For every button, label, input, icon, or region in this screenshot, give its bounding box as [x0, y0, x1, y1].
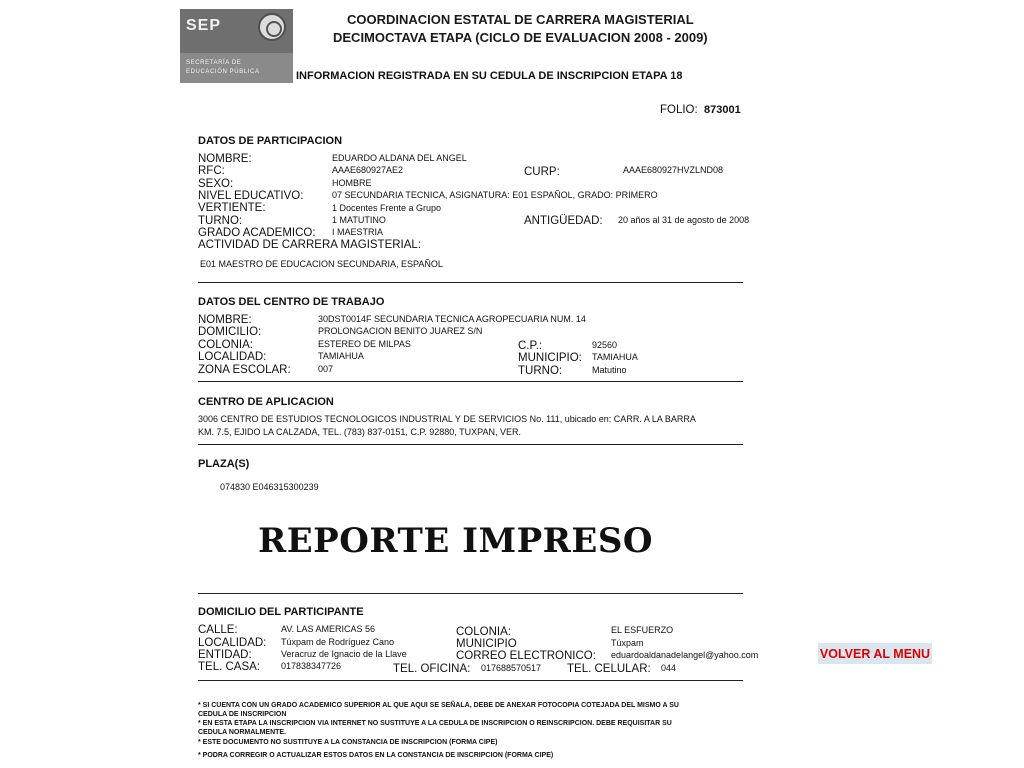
value-antiguedad: 20 años al 31 de agosto de 2008 [618, 215, 750, 225]
divider-3 [198, 444, 743, 445]
label-entidad: ENTIDAD: [198, 649, 252, 661]
value-vertiente: 1 Docentes Frente a Grupo [332, 203, 442, 213]
doc-title-2: DECIMOCTAVA ETAPA (CICLO DE EVALUACION 2008 - 2009) [333, 30, 708, 45]
label-curp: CURP: [524, 166, 560, 178]
value-telcasa: 017838347726 [281, 661, 342, 671]
note-3: * ESTE DOCUMENTO NO SUSTITUYE A LA CONSTANCIA DE INSCRIPCION (FORMA CIPE) [198, 739, 498, 746]
note-2a: * EN ESTA ETAPA LA INSCRIPCION VIA INTERNET NO SUSTITUYE A LA CEDULA DE INSCRIPCION O REINSCRIPCION. DEBE REQUISITAR SU [198, 720, 672, 727]
divider-1 [198, 282, 743, 283]
value-plazas: 074830 E046315300239 [220, 482, 319, 492]
value-entidad: Veracruz de Ignacio de la Llave [281, 649, 407, 659]
value-ct-domicilio: PROLONGACION BENITO JUAREZ S/N [318, 326, 483, 336]
value-colonia: EL ESFUERZO [611, 625, 674, 635]
label-ct-zona: ZONA ESCOLAR: [198, 364, 291, 376]
folio-label: FOLIO: [660, 104, 698, 116]
label-ct-domicilio: DOMICILIO: [198, 326, 262, 338]
section-centro-trabajo: DATOS DEL CENTRO DE TRABAJO [198, 296, 385, 308]
divider-5 [198, 680, 743, 681]
value-nivel: 07 SECUNDARIA TECNICA, ASIGNATURA: E01 ESPAÑOL, GRADO: PRIMERO [332, 190, 658, 200]
logo-top-band [180, 9, 293, 53]
doc-subtitle: INFORMACION REGISTRADA EN SU CEDULA DE INSCRIPCION ETAPA 18 [296, 70, 683, 82]
value-teloficina: 017688570517 [481, 663, 542, 673]
value-ct-cp: 92560 [592, 340, 618, 350]
divider-4 [198, 593, 743, 594]
label-teloficina: TEL. OFICINA: [393, 663, 471, 675]
value-curp: AAAE680927HVZLND08 [623, 165, 724, 175]
section-centro-aplicacion: CENTRO DE APLICACION [198, 396, 334, 408]
note-4: * PODRA CORREGIR O ACTUALIZAR ESTOS DATOS EN LA CONSTANCIA DE INSCRIPCION (FORMA CIPE) [198, 752, 554, 759]
logo-sep-text: SEP [186, 17, 222, 34]
label-grado: GRADO ACADEMICO: [198, 227, 316, 239]
section-plazas: PLAZA(S) [198, 458, 250, 470]
label-turno: TURNO: [198, 215, 243, 227]
label-ct-localidad: LOCALIDAD: [198, 351, 267, 363]
value-ca-line2: KM. 7.5, EJIDO LA CALZADA, TEL. (783) 837-0151, C.P. 92880, TUXPAN, VER. [198, 427, 521, 437]
value-ct-turno: Matutino [592, 365, 627, 375]
label-localidad: LOCALIDAD: [198, 637, 267, 649]
value-nombre: EDUARDO ALDANA DEL ANGEL [332, 153, 467, 163]
value-ct-localidad: TAMIAHUA [318, 351, 364, 361]
value-ct-zona: 007 [318, 364, 334, 374]
value-telcelular: 044 [661, 663, 677, 673]
label-ct-cp: C.P.: [518, 340, 543, 352]
value-rfc: AAAE680927AE2 [332, 165, 404, 175]
label-ct-municipio: MUNICIPIO: [518, 352, 582, 364]
note-1a: * SI CUENTA CON UN GRADO ACADEMICO SUPERIOR AL QUE AQUI SE SEÑALA, DEBE DE ANEXAR FOTOCOPIA COTEJADA DEL MISMO A SU [198, 702, 679, 709]
label-nombre: NOMBRE: [198, 153, 252, 165]
folio-value: 873001 [704, 104, 741, 116]
note-1b: CEDULA DE INSCRIPCION [198, 711, 287, 718]
label-sexo: SEXO: [198, 178, 234, 190]
value-ct-municipio: TAMIAHUA [592, 352, 638, 362]
value-ct-nombre: 30DST0014F SECUNDARIA TECNICA AGROPECUARIA NUM. 14 [318, 314, 586, 324]
logo-line1: SECRETARÍA DE [186, 60, 242, 66]
value-correo: eduardoaldanadelangel@yahoo.com [611, 650, 759, 660]
value-actividad: E01 MAESTRO DE EDUCACION SECUNDARIA, ESPAÑOL [200, 259, 443, 269]
volver-al-menu-button[interactable]: VOLVER AL MENU [818, 643, 932, 664]
value-ct-colonia: ESTEREO DE MILPAS [318, 339, 411, 349]
value-sexo: HOMBRE [332, 178, 372, 188]
value-ca-line1: 3006 CENTRO DE ESTUDIOS TECNOLOGICOS INDUSTRIAL Y DE SERVICIOS No. 111, ubicado en: CARR. A LA BARRA [198, 414, 696, 424]
label-municipio: MUNICIPIO [456, 638, 517, 650]
reporte-impreso-stamp: REPORTE IMPRESO [258, 521, 654, 561]
value-turno: 1 MATUTINO [332, 215, 386, 225]
value-grado: I MAESTRIA [332, 227, 384, 237]
label-actividad: ACTIVIDAD DE CARRERA MAGISTERIAL: [198, 239, 422, 251]
label-correo: CORREO ELECTRONICO: [456, 650, 596, 662]
label-telcelular: TEL. CELULAR: [567, 663, 651, 675]
sep-logo [180, 9, 293, 83]
doc-title-1: COORDINACION ESTATAL DE CARRERA MAGISTERIAL [347, 12, 694, 27]
value-calle: AV. LAS AMERICAS 56 [281, 624, 376, 634]
note-2b: CEDULA NORMALMENTE. [198, 729, 287, 736]
value-localidad: Túxpam de Rodríguez Cano [281, 637, 395, 647]
logo-line2: EDUCACIÓN PÚBLICA [186, 69, 260, 75]
label-rfc: RFC: [198, 165, 225, 177]
label-antiguedad: ANTIGÜEDAD: [524, 215, 603, 227]
value-municipio: Túxpam [611, 638, 644, 648]
section-domicilio: DOMICILIO DEL PARTICIPANTE [198, 606, 364, 618]
divider-2 [198, 381, 743, 382]
national-seal-icon [258, 13, 286, 41]
label-ct-nombre: NOMBRE: [198, 314, 252, 326]
label-colonia: COLONIA: [456, 626, 511, 638]
label-ct-turno: TURNO: [518, 365, 563, 377]
label-ct-colonia: COLONIA: [198, 339, 253, 351]
label-telcasa: TEL. CASA: [198, 661, 260, 673]
label-calle: CALLE: [198, 624, 238, 636]
section-participacion: DATOS DE PARTICIPACION [198, 135, 343, 147]
label-vertiente: VERTIENTE: [198, 202, 266, 214]
label-nivel: NIVEL EDUCATIVO: [198, 190, 304, 202]
